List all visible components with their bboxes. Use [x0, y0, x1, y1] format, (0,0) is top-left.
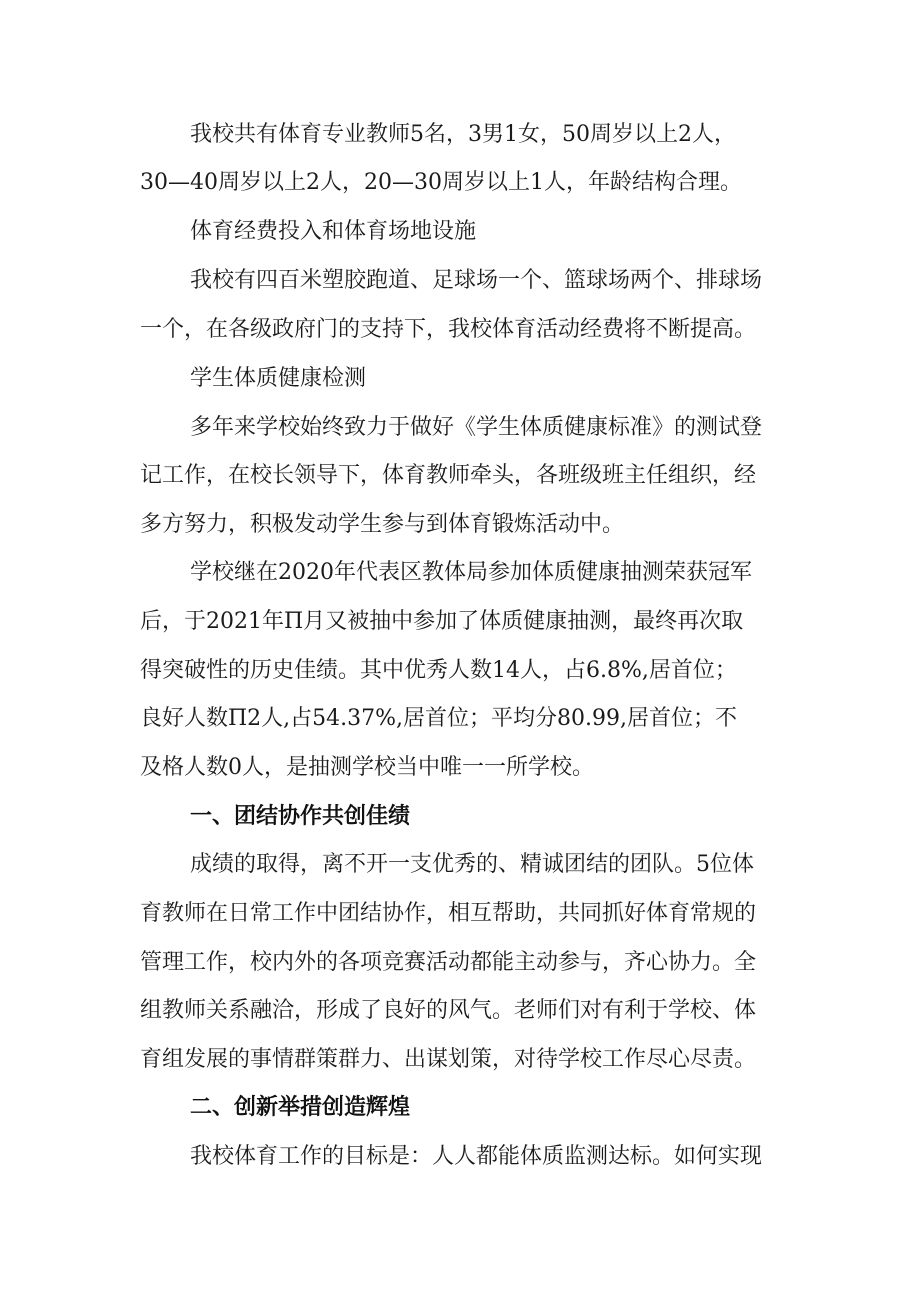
line-text: 30—40周岁以上2人，20—30周岁以上1人，年龄结构合理。	[140, 170, 742, 195]
line-text: 学生体质健康检测	[190, 366, 367, 391]
line-text: 我校有四百米塑胶跑道、足球场一个、篮球场两个、排球场	[190, 268, 763, 293]
paragraph-line	[0, 408, 920, 448]
line-text: 我校体育工作的目标是：人人都能体质监测达标。如何实现	[190, 1144, 763, 1169]
paragraph-line	[0, 115, 920, 155]
paragraph-line	[0, 894, 920, 934]
paragraph-line	[0, 991, 920, 1031]
paragraph-line	[0, 163, 920, 203]
line-text: 育组发展的事情群策群力、出谋划策，对待学校工作尽心尽责。	[140, 1047, 757, 1072]
line-text: 多年来学校始终致力于做好《学生体质健康标准》的测试登	[190, 415, 763, 440]
paragraph-line	[0, 602, 920, 642]
line-text: 多方努力，积极发动学生参与到体育锻炼活动中。	[140, 512, 625, 537]
paragraph-line	[0, 943, 920, 983]
paragraph-line	[0, 456, 920, 496]
line-text: 后，于2021年Π月又被抽中参加了体质健康抽测，最终再次取	[140, 609, 744, 634]
paragraph-line	[0, 553, 920, 593]
paragraph-line	[0, 1040, 920, 1080]
paragraph-line	[0, 261, 920, 301]
line-text: 管理工作，校内外的各项竞赛活动都能主动参与，齐心协力。全	[140, 950, 757, 975]
paragraph-line	[0, 699, 920, 739]
section-subtitle	[0, 212, 920, 252]
line-text: 及格人数0人，是抽测学校当中唯一一所学校。	[140, 755, 594, 780]
line-text: 我校共有体育专业教师5名，3男1女，50周岁以上2人，	[190, 122, 736, 147]
line-text: 一个，在各级政府门的支持下，我校体育活动经费将不断提高。	[140, 317, 757, 342]
line-text: 良好人数Π2人,占54.37%,居首位；平均分80.99,居首位；不	[140, 706, 738, 731]
line-text: 得突破性的历史佳绩。其中优秀人数14人，占6.8%,居首位；	[140, 658, 737, 683]
line-text: 成绩的取得，离不开一支优秀的、精诚团结的团队。5位体	[190, 852, 754, 877]
paragraph-line	[0, 651, 920, 691]
paragraph-line	[0, 845, 920, 885]
line-text: 育教师在日常工作中团结协作，相互帮助，共同抓好体育常规的	[140, 901, 757, 926]
paragraph-line	[0, 505, 920, 545]
line-text: 体育经费投入和体育场地设施	[190, 219, 477, 244]
heading-text: 二、创新举措创造辉煌	[190, 1095, 411, 1120]
paragraph-line	[0, 748, 920, 788]
section-heading	[0, 797, 920, 837]
line-text: 学校继在2020年代表区教体局参加体质健康抽测荣获冠军	[190, 560, 752, 585]
section-subtitle	[0, 359, 920, 399]
paragraph-line	[0, 1137, 920, 1177]
line-text: 组教师关系融洽，形成了良好的风气。老师们对有利于学校、体	[140, 998, 757, 1023]
heading-text: 一、团结协作共创佳绩	[190, 804, 411, 829]
line-text: 记工作，在校长领导下，体育教师牵头，各班级班主任组织，经	[140, 463, 757, 488]
paragraph-line	[0, 310, 920, 350]
section-heading	[0, 1088, 920, 1128]
